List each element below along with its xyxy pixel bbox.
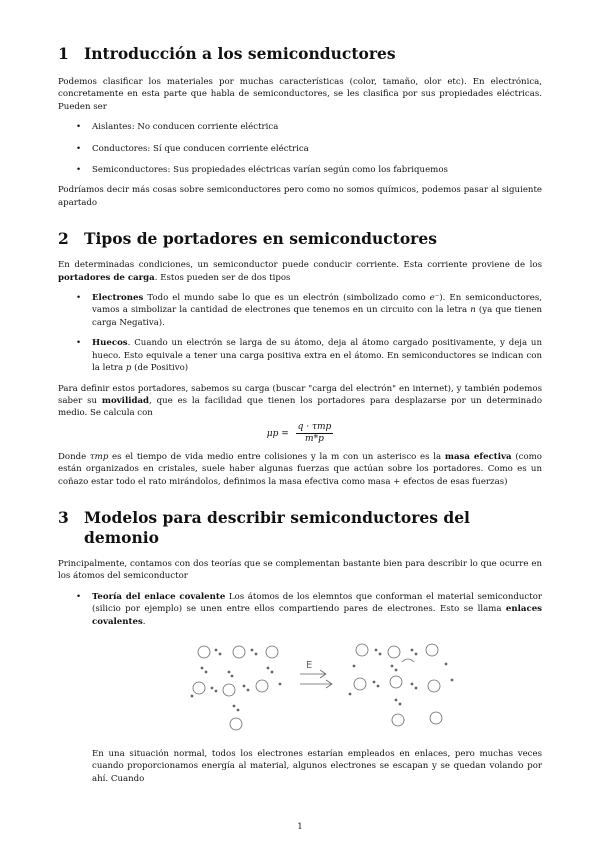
paragraph: Principalmente, contamos con dos teorías que se complementan bastante bien para describir lo que ocurre en los átomos del semiconductor <box>58 558 542 582</box>
list-item: • Aislantes: No conducen corriente eléctrica <box>76 122 279 133</box>
paragraph: Para definir estos portadores, sabemos su carga (buscar "carga del electrón" en internet), y también podemos saber su movilidad, que es la facilidad que tienen los portadores para desplazarse por un determinado medio. Se calcula con <box>58 383 543 419</box>
paragraph: Donde τmp es el tiempo de vida medio entre colisiones y la m con un asterisco es la masa efectiva (como están organizados en cristales, suele haber algunas fuerzas que actúan sobre los portadores. Como es un coñazo estar todo el rato mirándolos, definimos la masa efectiva como masa + efectos de esas fuerzas) <box>58 451 542 487</box>
paragraph: En una situación normal, todos los electrones estarían empleados en enlaces, pero muchas veces cuando proporcionamos energía al material, algunos electrones se escapan y se quedan volando por ahí. Cuando <box>92 748 542 784</box>
bullet-icon: • <box>76 165 82 176</box>
energy-label: E <box>306 659 313 671</box>
paragraph: En determinadas condiciones, un semiconductor puede conducir corriente. Esta corriente proviene de los portadores de carga. Estos pueden ser de dos tipos <box>58 260 542 283</box>
page-number: 1 <box>297 822 303 832</box>
section-number: 1 <box>58 44 69 63</box>
section-title: Introducción a los semiconductores <box>84 44 396 63</box>
bullet-icon: • <box>76 591 82 602</box>
section-title: Tipos de portadores en semiconductores <box>84 229 437 249</box>
lattice-left <box>191 646 282 730</box>
lattice-right <box>349 644 454 726</box>
bullet-icon: • <box>76 338 82 349</box>
energy-arrow <box>300 660 332 688</box>
list-item: • Teoría del enlace covalente Los átomos de los elemntos que conforman el material semiconductor (silicio por ejemplo) se unen entre ellos compartiendo pares de electrones. Esto se llama enlaces covalentes. <box>76 591 542 627</box>
covalent-bond-figure <box>184 636 484 734</box>
bullet-list <box>58 591 542 628</box>
mobility-equation: μp = $\frac{\text{q · τmp}}{m*p}$ <box>266 421 332 444</box>
section-1-heading <box>58 44 542 64</box>
section-2-heading <box>58 229 542 249</box>
section-number: 3 <box>58 507 69 527</box>
list-item: • Electrones Todo el mundo sabe lo que es un electrón (simbolizado como e⁻). En semiconductores, vamos a simbolizar la cantidad de electrones que tenemos en un circuito con la letra n (ya que tienen carga Negativa). <box>76 293 543 328</box>
bullet-icon: • <box>76 143 82 154</box>
paragraph: Podríamos decir más cosas sobre semiconductores pero como no somos químicos, podemos pasar al siguiente apartado <box>58 185 542 208</box>
bullet-list <box>58 121 542 176</box>
section-number: 2 <box>58 229 69 249</box>
list-item: • Huecos. Cuando un electrón se larga de su átomo, deja al átomo cargado positivamente, y deja un hueco. Esto equivale a tener una carga positiva extra en el átomo. En semiconductores se indican con la letra p (de Positivo) <box>76 338 542 374</box>
section-title: Modelos para describir semiconductores del demonio <box>84 507 470 547</box>
list-item: • Semiconductores: Sus propiedades eléctricas varían según como los fabriquemos <box>76 165 448 176</box>
page-content <box>58 44 542 785</box>
section-3-heading <box>58 508 542 548</box>
equation-fraction: $\frac{\text{q · τmp}}{m*p}$ <box>297 421 332 444</box>
bullet-icon: • <box>76 293 82 304</box>
bullet-icon: • <box>76 122 82 133</box>
list-item: • Conductores: Sí que conducen corriente eléctrica <box>76 143 309 154</box>
bullet-list <box>58 292 542 374</box>
paragraph: Podemos clasificar los materiales por muchas características (color, tamaño, olor etc). En electrónica, concretamente en esta parte que habla de semiconductores, se les clasifica por sus propiedades eléctricas. Pueden ser <box>58 77 542 112</box>
